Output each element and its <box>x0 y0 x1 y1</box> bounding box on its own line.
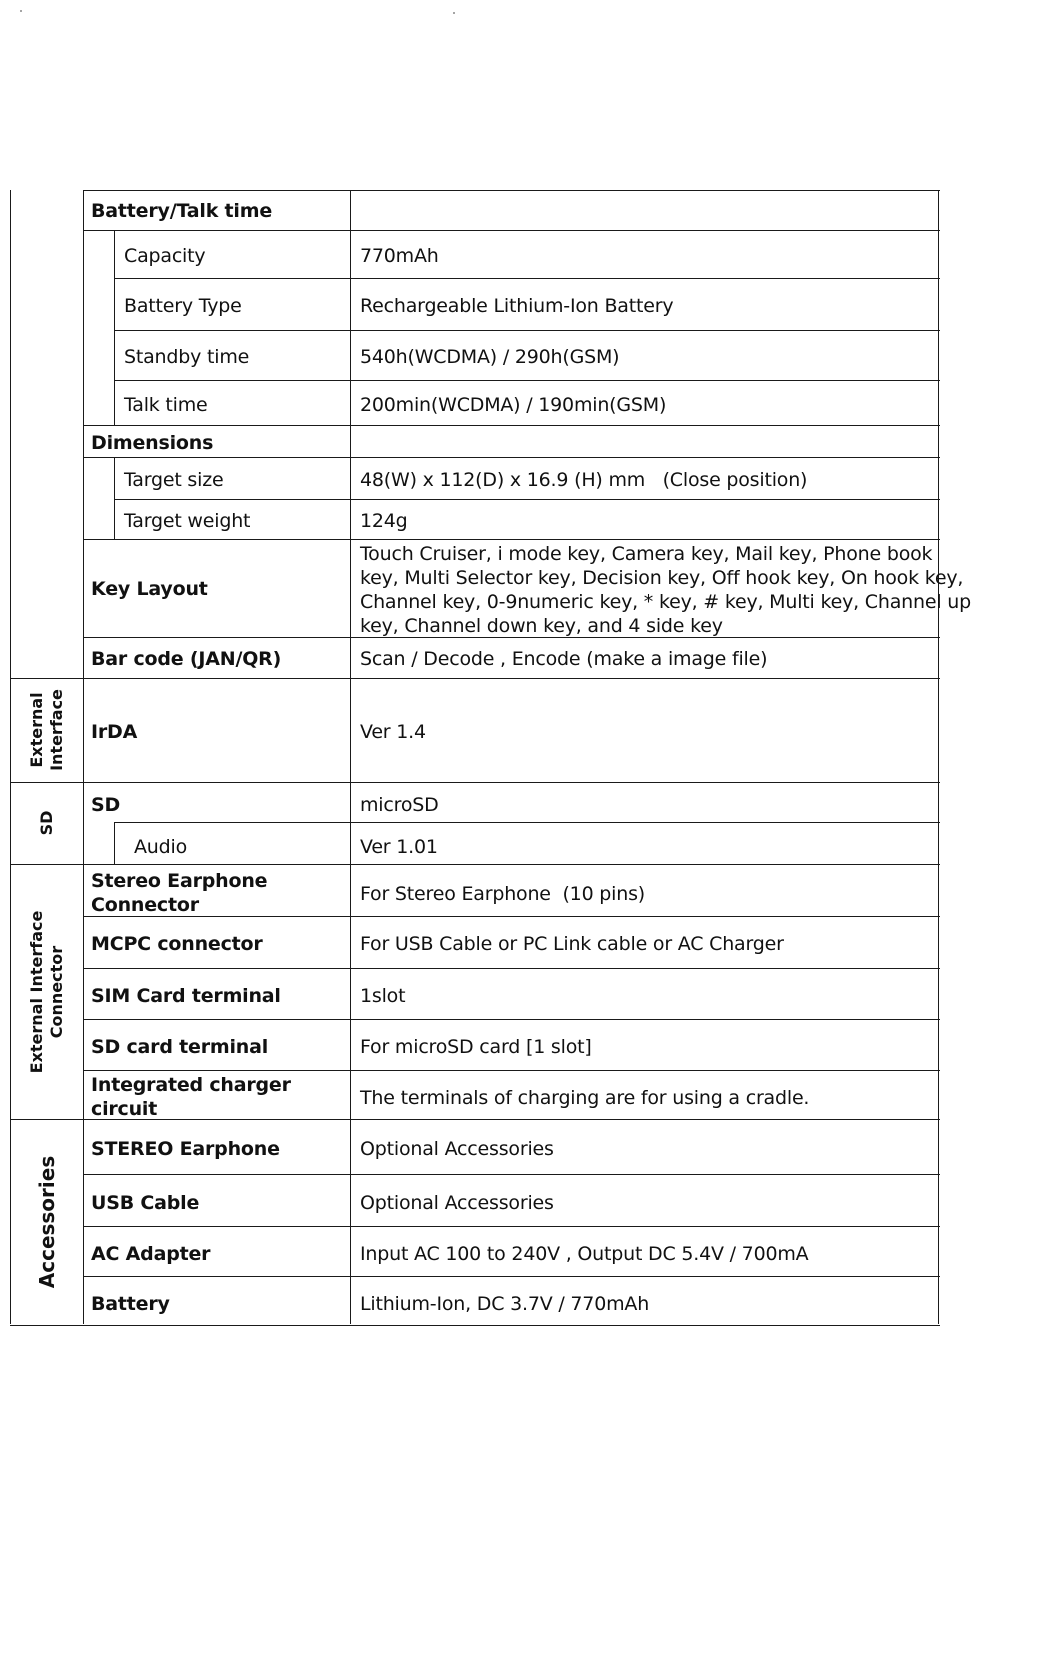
row-label-capacity: Capacity <box>124 245 206 267</box>
row-value-audio: Ver 1.01 <box>360 836 438 858</box>
row-label-sd: SD <box>91 794 121 816</box>
row-label-sd-card-terminal: SD card terminal <box>91 1036 269 1058</box>
row-label-integrated-charger: Integrated charger <box>91 1074 291 1096</box>
group-label-accessories: Accessories <box>35 1155 59 1289</box>
row-value-bar-code: Scan / Decode , Encode (make a image file) <box>360 648 768 670</box>
key-layout-line: key, Multi Selector key, Decision key, Off hook key, On hook key, <box>360 567 964 589</box>
group-label-external-interface-connector: External Interface Connector <box>27 910 66 1074</box>
key-layout-line: key, Channel down key, and 4 side key <box>360 615 723 637</box>
row-value-mcpc-connector: For USB Cable or PC Link cable or AC Charger <box>360 933 784 955</box>
row-label-target-weight: Target weight <box>124 510 251 532</box>
row-value-sim-card-terminal: 1slot <box>360 985 406 1007</box>
row-value-talk-time: 200min(WCDMA) / 190min(GSM) <box>360 394 667 416</box>
scan-speck <box>453 12 455 14</box>
row-value-stereo-earphone: Optional Accessories <box>360 1138 554 1160</box>
key-layout-line: Touch Cruiser, i mode key, Camera key, Mail key, Phone book <box>360 543 933 565</box>
row-label-usb-cable: USB Cable <box>91 1192 200 1214</box>
row-label-battery-talk-time: Battery/Talk time <box>91 200 273 222</box>
row-value-standby-time: 540h(WCDMA) / 290h(GSM) <box>360 346 620 368</box>
row-value-ac-adapter: Input AC 100 to 240V , Output DC 5.4V / 700mA <box>360 1243 809 1265</box>
row-label-battery: Battery <box>91 1293 170 1315</box>
row-label-irda: IrDA <box>91 721 138 743</box>
row-label-sim-card-terminal: SIM Card terminal <box>91 985 281 1007</box>
row-value-target-size: 48(W) x 112(D) x 16.9 (H) mm (Close position) <box>360 469 808 491</box>
row-label-mcpc-connector: MCPC connector <box>91 933 263 955</box>
row-value-capacity: 770mAh <box>360 245 439 267</box>
row-label-stereo-earphone-connector: Stereo Earphone <box>91 870 268 892</box>
key-layout-line: Channel key, 0-9numeric key, * key, # key, Multi key, Channel up <box>360 591 971 613</box>
row-value-sd-card-terminal: For microSD card [1 slot] <box>360 1036 592 1058</box>
scan-speck <box>20 10 22 12</box>
row-value-usb-cable: Optional Accessories <box>360 1192 554 1214</box>
row-label-audio: Audio <box>134 836 188 858</box>
row-label-key-layout: Key Layout <box>91 578 208 600</box>
group-label-external-interface: External Interface <box>27 689 66 771</box>
row-value-stereo-earphone-connector: For Stereo Earphone (10 pins) <box>360 883 645 905</box>
row-label-integrated-charger-line2: circuit <box>91 1098 158 1120</box>
row-label-stereo-earphone-connector-line2: Connector <box>91 894 199 916</box>
row-value-sd: microSD <box>360 794 439 816</box>
row-label-ac-adapter: AC Adapter <box>91 1243 211 1265</box>
row-label-stereo-earphone: STEREO Earphone <box>91 1138 280 1160</box>
row-label-battery-type: Battery Type <box>124 295 242 317</box>
row-label-standby-time: Standby time <box>124 346 250 368</box>
row-value-battery-type: Rechargeable Lithium-Ion Battery <box>360 295 674 317</box>
row-value-battery: Lithium-Ion, DC 3.7V / 770mAh <box>360 1293 650 1315</box>
row-label-dimensions: Dimensions <box>91 432 214 454</box>
row-label-talk-time: Talk time <box>124 394 208 416</box>
row-value-key-layout <box>360 542 971 638</box>
row-value-target-weight: 124g <box>360 510 408 532</box>
group-label-sd: SD <box>37 810 56 836</box>
row-value-integrated-charger: The terminals of charging are for using a cradle. <box>360 1087 810 1109</box>
row-value-irda: Ver 1.4 <box>360 721 426 743</box>
row-label-bar-code: Bar code (JAN/QR) <box>91 648 282 670</box>
row-label-target-size: Target size <box>124 469 224 491</box>
